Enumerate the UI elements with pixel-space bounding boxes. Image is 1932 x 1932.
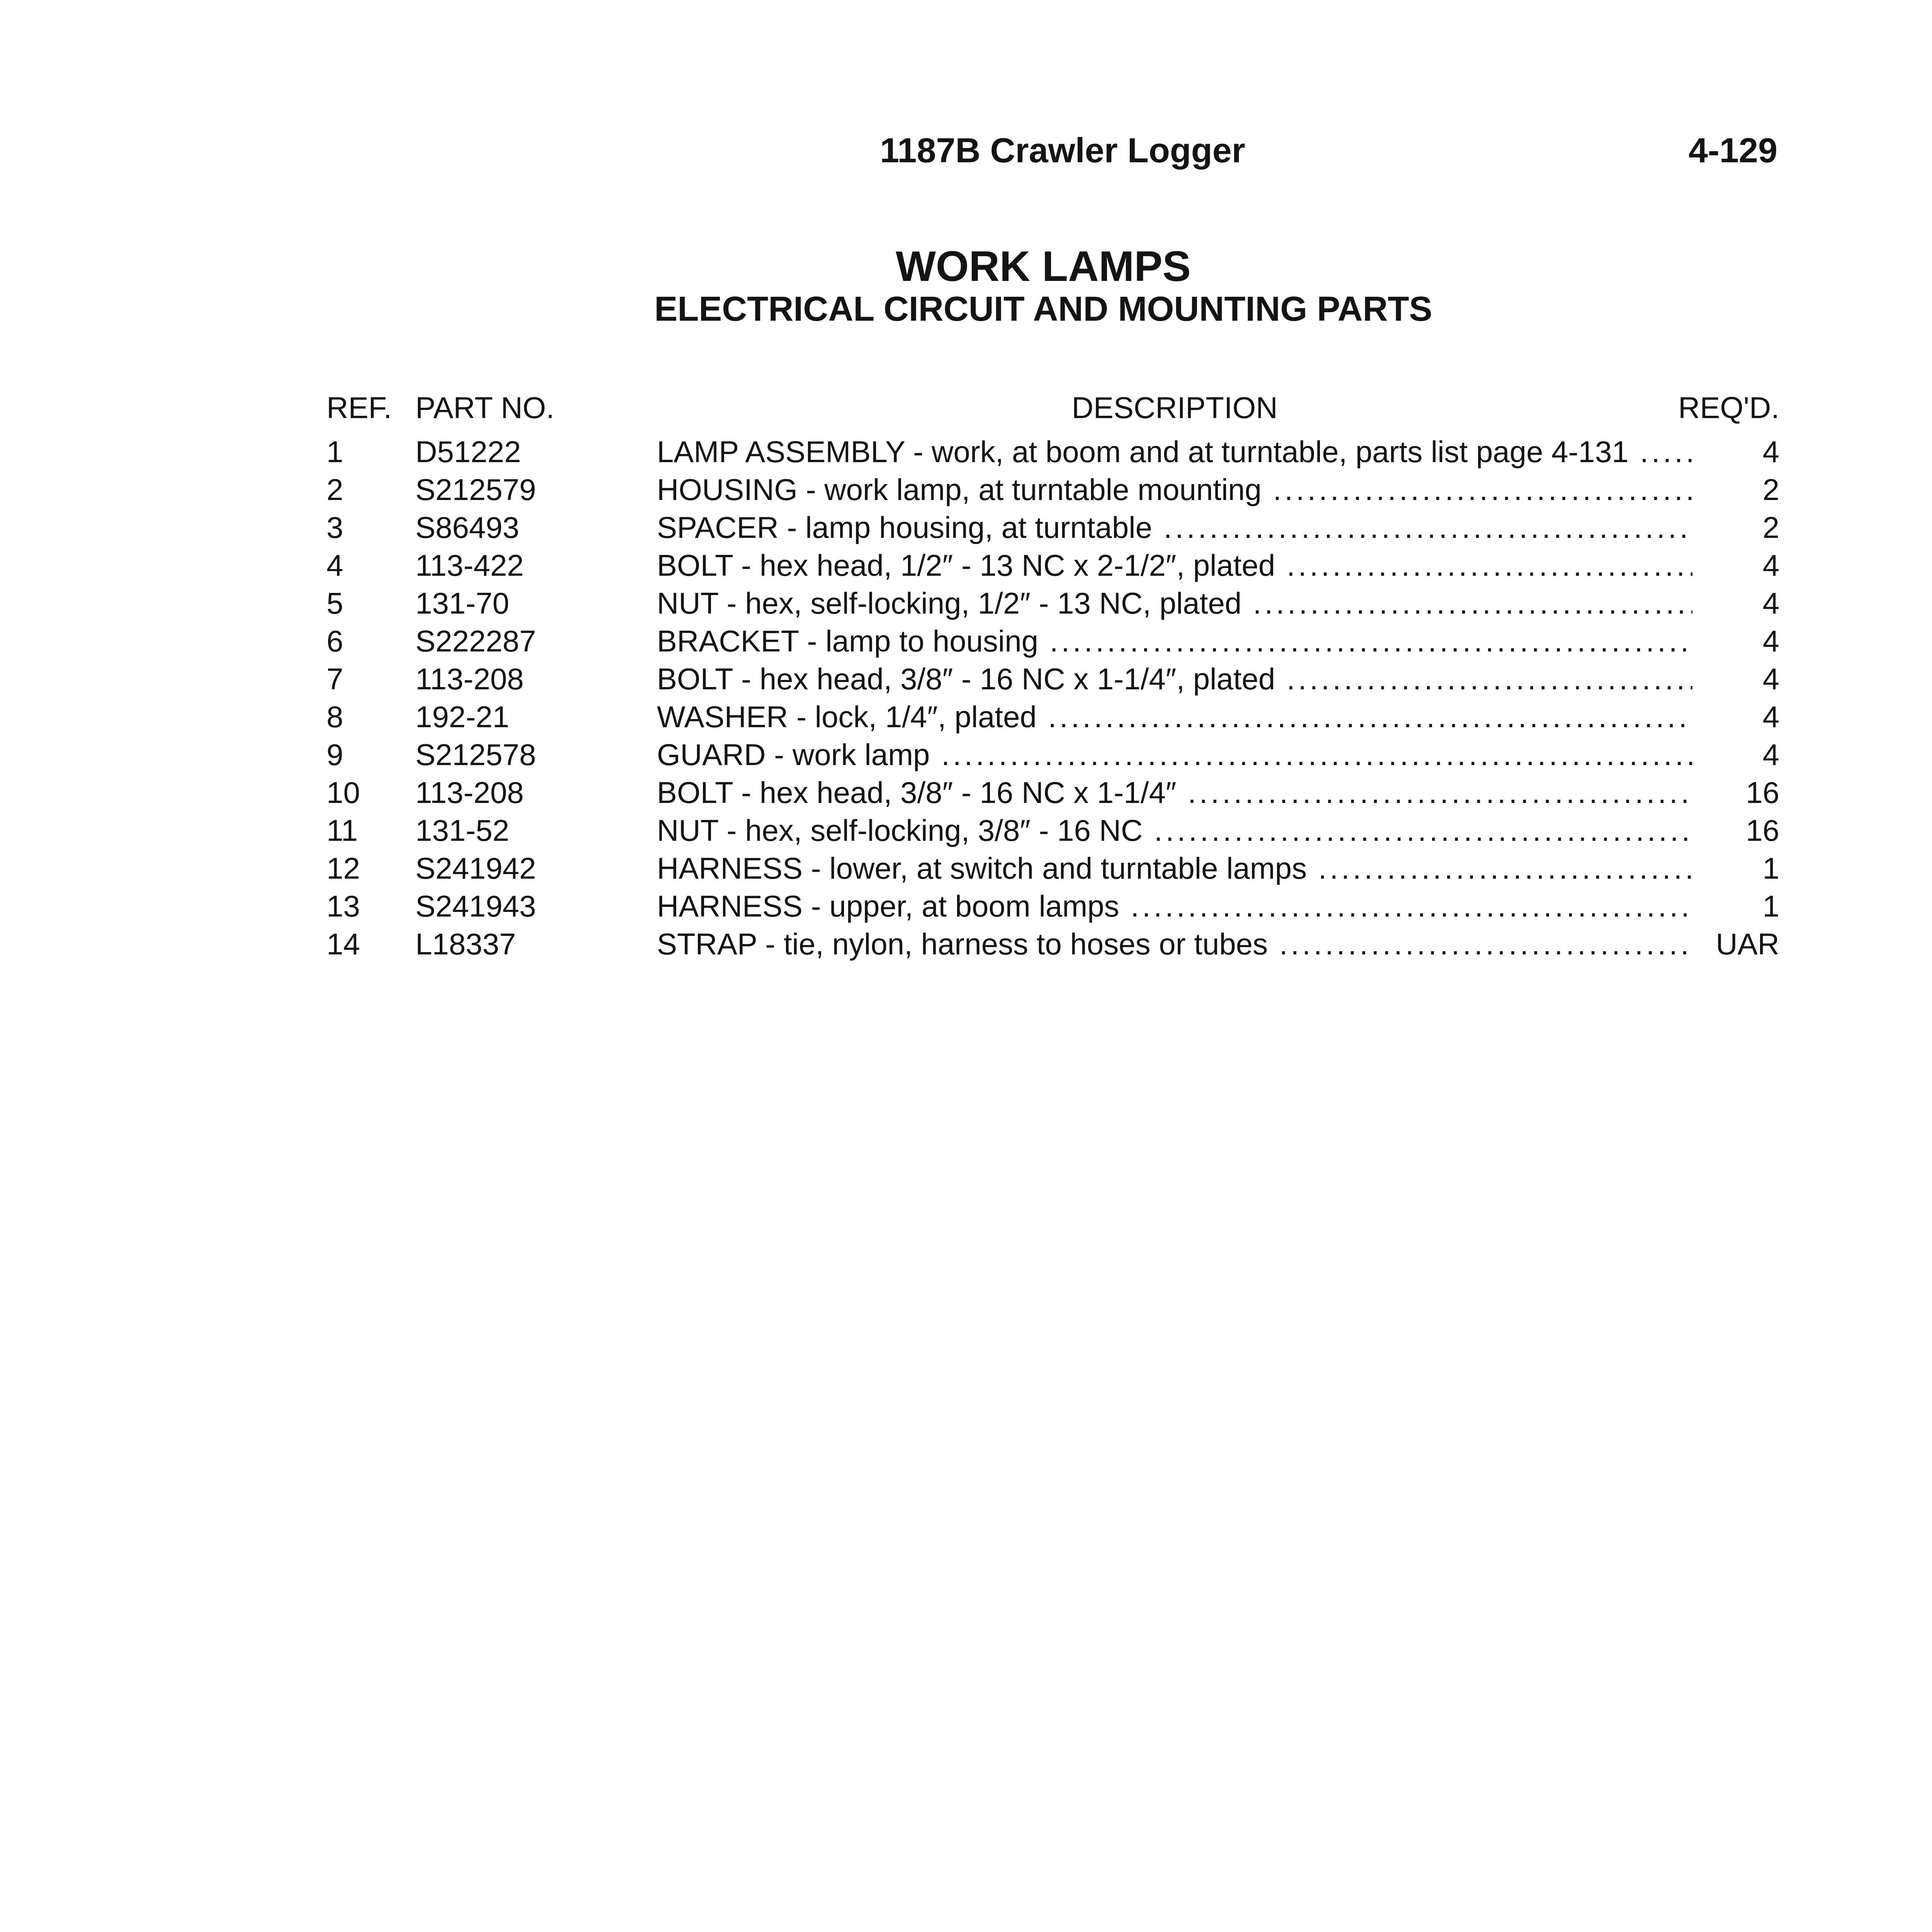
description-cell — [657, 546, 1692, 584]
qty-cell: 16 — [1702, 811, 1779, 849]
part-no-cell: 113-208 — [415, 776, 524, 810]
ref-cell: 12 — [327, 851, 360, 885]
ref-cell: 4 — [327, 548, 344, 582]
table-row — [327, 736, 1779, 774]
qty-cell: 1 — [1702, 849, 1779, 887]
table-row — [327, 774, 1779, 811]
page-title: WORK LAMPS — [896, 243, 1191, 290]
description-cell — [657, 736, 1692, 774]
ref-cell: 9 — [327, 738, 344, 772]
part-no-cell: 131-70 — [415, 586, 509, 620]
table-header-row — [327, 386, 1779, 433]
description-text: BOLT - hex head, 3/8″ - 16 NC x 1-1/4″, plated ..... — [657, 662, 1692, 696]
description-text: SPACER - lamp housing, at turntable ..... — [657, 510, 1692, 544]
ref-cell: 14 — [327, 927, 360, 961]
part-no-cell: 131-52 — [415, 813, 509, 847]
description-text: STRAP - tie, nylon, harness to hoses or tubes ..... — [657, 927, 1692, 961]
part-no-cell: S212579 — [415, 473, 536, 507]
description-cell — [657, 925, 1692, 963]
table-row — [327, 622, 1779, 660]
ref-cell: 2 — [327, 473, 344, 507]
qty-cell: 16 — [1702, 774, 1779, 811]
description-text: NUT - hex, self-locking, 1/2″ - 13 NC, plated ..... — [657, 586, 1692, 620]
description-cell — [657, 698, 1692, 736]
description-text: HARNESS - lower, at switch and turntable lamps ..... — [657, 851, 1692, 885]
part-no-cell: S86493 — [415, 510, 519, 544]
document-header-title: 1187B Crawler Logger — [880, 131, 1245, 170]
part-no-cell: 192-21 — [415, 700, 509, 734]
part-no-cell: 113-422 — [415, 548, 524, 582]
description-text: LAMP ASSEMBLY - work, at boom and at turntable, parts list page 4-131 ..... — [657, 435, 1692, 469]
qty-cell: 4 — [1702, 660, 1779, 698]
qty-cell: 4 — [1702, 622, 1779, 660]
ref-cell: 10 — [327, 776, 360, 810]
column-header-reqd: REQ'D. — [1678, 391, 1779, 425]
description-cell — [657, 584, 1692, 622]
description-text: NUT - hex, self-locking, 3/8″ - 16 NC ..... — [657, 813, 1692, 847]
ref-cell: 8 — [327, 700, 344, 734]
table-row — [327, 509, 1779, 546]
description-cell — [657, 433, 1692, 471]
table-row — [327, 660, 1779, 698]
table-row — [327, 698, 1779, 736]
part-no-cell: S212578 — [415, 738, 536, 772]
table-row — [327, 433, 1779, 471]
qty-cell: UAR — [1702, 925, 1779, 963]
table-row — [327, 584, 1779, 622]
description-text: HARNESS - upper, at boom lamps ..... — [657, 889, 1692, 923]
qty-cell: 2 — [1702, 471, 1779, 509]
part-no-cell: D51222 — [415, 435, 521, 469]
description-cell — [657, 471, 1692, 509]
qty-cell: 4 — [1702, 546, 1779, 584]
description-text: BOLT - hex head, 3/8″ - 16 NC x 1-1/4″ ..... — [657, 776, 1692, 810]
description-text: BOLT - hex head, 1/2″ - 13 NC x 2-1/2″, plated ..... — [657, 548, 1692, 582]
qty-cell: 4 — [1702, 433, 1779, 471]
page-number: 4-129 — [1688, 131, 1777, 170]
description-cell — [657, 509, 1692, 546]
description-text: BRACKET - lamp to housing ..... — [657, 624, 1692, 658]
column-header-description: DESCRIPTION — [1071, 391, 1278, 425]
table-row — [327, 887, 1779, 925]
qty-cell: 1 — [1702, 887, 1779, 925]
table-row — [327, 811, 1779, 849]
description-cell — [657, 660, 1692, 698]
description-cell — [657, 774, 1692, 811]
part-no-cell: S241943 — [415, 889, 536, 923]
description-cell — [657, 811, 1692, 849]
column-header-ref: REF. — [327, 391, 392, 425]
description-text: GUARD - work lamp ..... — [657, 738, 1692, 772]
description-text: WASHER - lock, 1/4″, plated ..... — [657, 700, 1692, 734]
part-no-cell: S241942 — [415, 851, 536, 885]
page-subtitle: ELECTRICAL CIRCUIT AND MOUNTING PARTS — [654, 290, 1432, 328]
description-text: HOUSING - work lamp, at turntable mounting ..... — [657, 473, 1692, 507]
ref-cell: 3 — [327, 510, 344, 544]
ref-cell: 11 — [327, 813, 358, 847]
qty-cell: 4 — [1702, 698, 1779, 736]
part-no-cell: 113-208 — [415, 662, 524, 696]
part-no-cell: S222287 — [415, 624, 536, 658]
qty-cell: 2 — [1702, 509, 1779, 546]
column-header-part-no: PART NO. — [415, 391, 554, 425]
table-row — [327, 546, 1779, 584]
ref-cell: 6 — [327, 624, 344, 658]
part-no-cell: L18337 — [415, 927, 516, 961]
table-row — [327, 471, 1779, 509]
description-cell — [657, 849, 1692, 887]
table-row — [327, 849, 1779, 887]
parts-table — [327, 386, 1779, 963]
ref-cell: 7 — [327, 662, 344, 696]
ref-cell: 5 — [327, 586, 344, 620]
ref-cell: 13 — [327, 889, 360, 923]
table-row — [327, 925, 1779, 963]
ref-cell: 1 — [327, 435, 344, 469]
qty-cell: 4 — [1702, 584, 1779, 622]
description-cell — [657, 622, 1692, 660]
description-cell — [657, 887, 1692, 925]
qty-cell: 4 — [1702, 736, 1779, 774]
